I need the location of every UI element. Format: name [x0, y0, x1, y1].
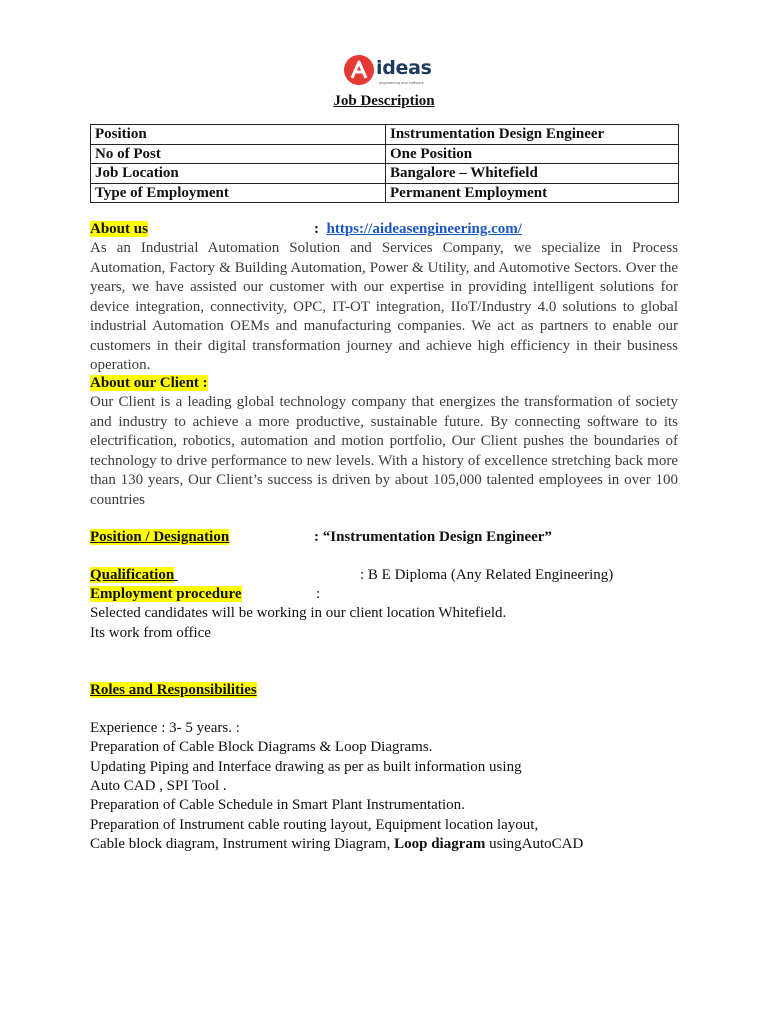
table-cell: Position	[91, 125, 386, 145]
table-cell: Bangalore – Whitefield	[386, 164, 679, 184]
table-row	[91, 183, 679, 203]
responsibility-item-last: Cable block diagram, Instrument wiring Diagram, Loop diagram usingAutoCAD	[90, 836, 584, 852]
position-value: : “Instrumentation Design Engineer”	[314, 529, 552, 545]
page-title: Job Description	[333, 93, 435, 109]
logo-tagline: engineering and software	[379, 81, 424, 85]
responsibility-item: Preparation of Cable Schedule in Smart Plant Instrumentation.	[90, 797, 465, 813]
job-info-table	[90, 124, 679, 203]
about-client-heading: About our Client :	[90, 375, 208, 391]
table-row	[91, 125, 679, 145]
table-cell: One Position	[386, 144, 679, 164]
employment-line-1: Selected candidates will be working in our client location Whitefield.	[90, 605, 507, 621]
logo-a-icon	[344, 55, 374, 85]
about-us-link-row: : https://aideasengineering.com/	[314, 221, 522, 237]
employment-procedure-colon: :	[316, 586, 321, 602]
table-cell: Job Location	[91, 164, 386, 184]
table-row	[91, 164, 679, 184]
table-cell: No of Post	[91, 144, 386, 164]
table-cell: Instrumentation Design Engineer	[386, 125, 679, 145]
about-client-text: Our Client is a leading global technology company that energizes the transformation of society and industry to achieve a more productive, sustainable future. By connecting software to its electrification, robotics, automation and motion portfolio, Our Client pushes the boundaries of technology to drive performance to new levels. With a history of excellence stretching back more than 130 years, Our Client’s success is driven by about 105,000 talented employees in over 100 countries	[90, 394, 678, 508]
responsibility-item: Preparation of Cable Block Diagrams & Loop Diagrams.	[90, 739, 433, 755]
logo-wordmark: ideas	[376, 57, 432, 79]
responsibility-item: Updating Piping and Interface drawing as per as built information using	[90, 759, 522, 775]
table-cell: Permanent Employment	[386, 183, 679, 203]
table-row	[91, 144, 679, 164]
qualification-value: : B E Diploma (Any Related Engineering)	[360, 567, 614, 583]
experience-line: Experience : 3- 5 years. :	[90, 720, 240, 736]
position-label: Position / Designation	[90, 529, 230, 545]
company-logo	[344, 54, 434, 88]
employment-procedure-label: Employment procedure	[90, 586, 242, 602]
roles-heading: Roles and Responsibilities	[90, 682, 257, 698]
table-cell: Type of Employment	[91, 183, 386, 203]
about-us-heading: About us	[90, 221, 148, 237]
qualification-label: Qualification	[90, 567, 175, 583]
company-website-link[interactable]: https://aideasengineering.com/	[326, 221, 522, 237]
responsibility-item: Preparation of Instrument cable routing layout, Equipment location layout,	[90, 817, 539, 833]
employment-line-2: Its work from office	[90, 625, 211, 641]
responsibility-item: Auto CAD , SPI Tool .	[90, 778, 227, 794]
about-us-text: As an Industrial Automation Solution and Services Company, we specialize in Process Automation, Factory & Building Automation, Power & Utility, and Automotive Sectors. Over the years, we have assisted our customer with our expertise in providing intelligent solutions for device integration, connectivity, OPC, IT-OT integration, IIoT/Industry 4.0 solutions to global industrial Automation OEMs and manufacturing companies. We act as partners to enable our customers in their digital transformation journey and achieve high efficiency in their business operation.	[90, 240, 678, 373]
